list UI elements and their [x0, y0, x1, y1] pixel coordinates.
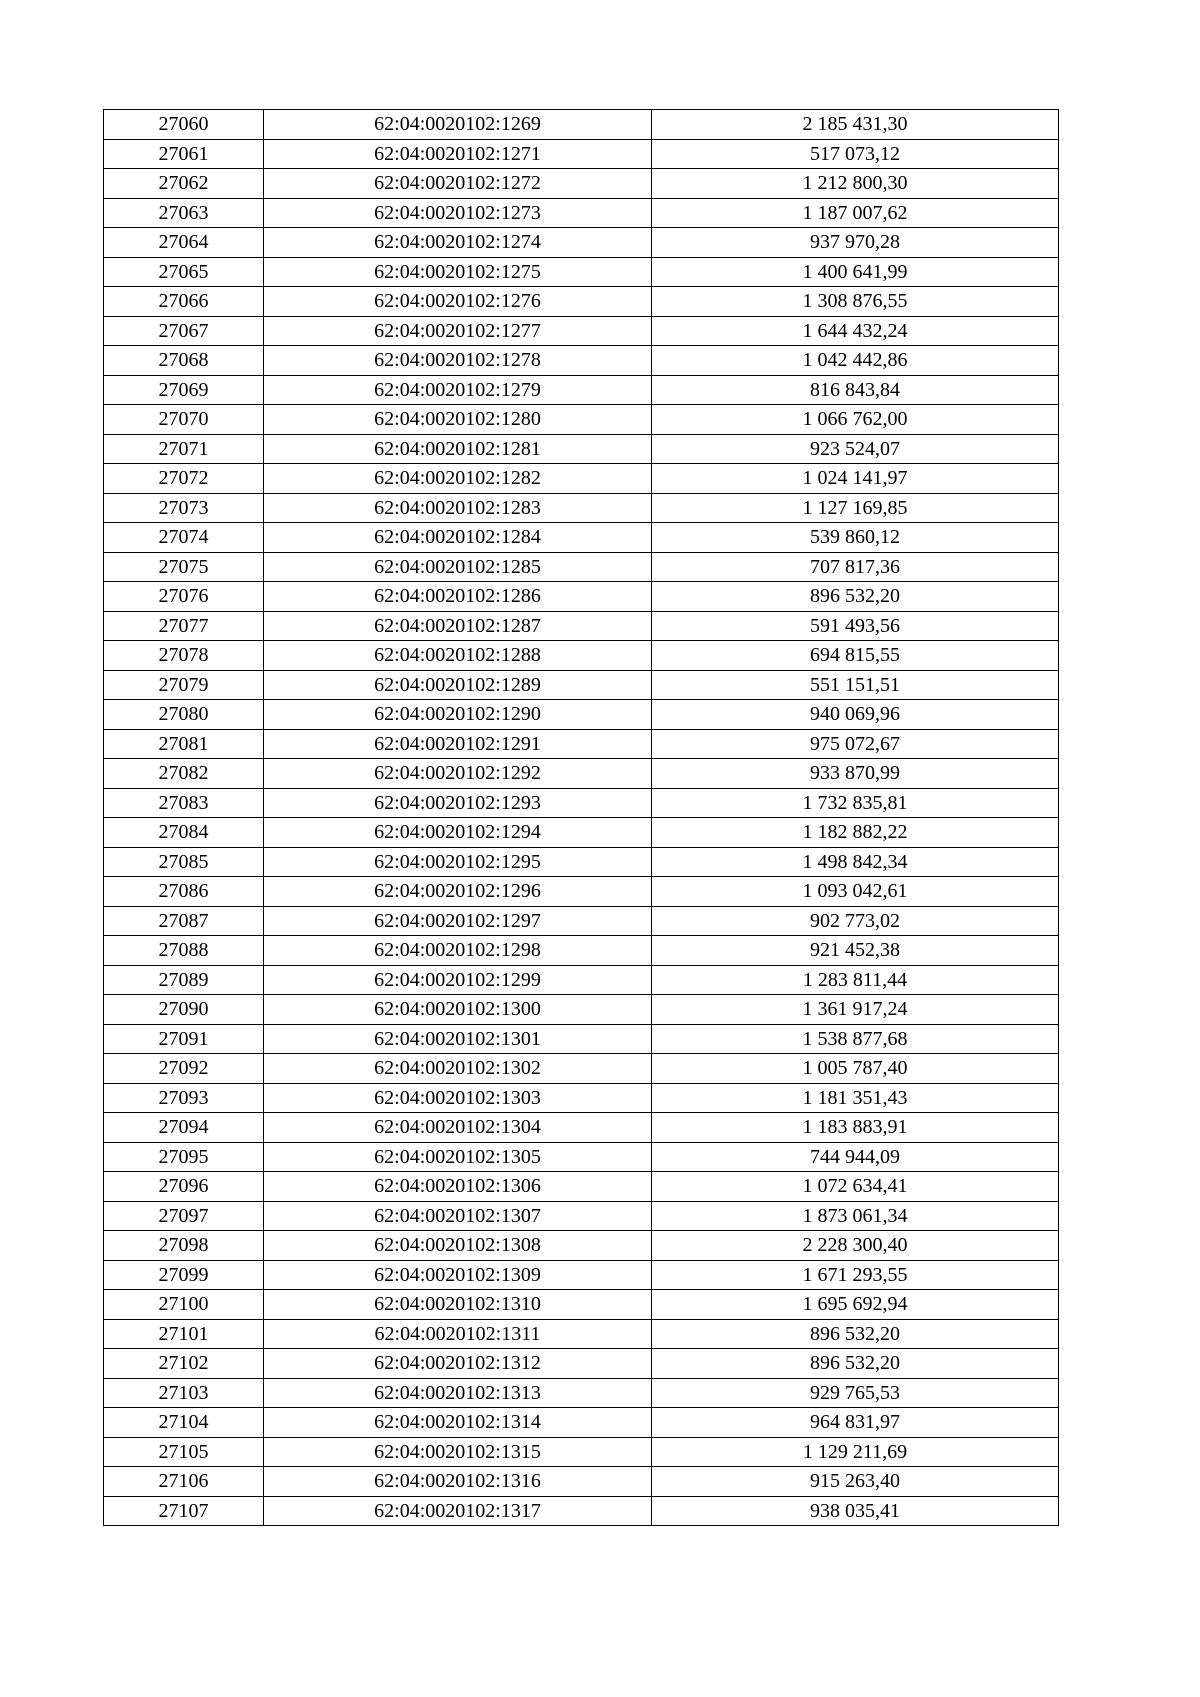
- cadastral-value-cell: 1 129 211,69: [652, 1437, 1059, 1467]
- cadastral-number-cell: 62:04:0020102:1296: [264, 877, 652, 907]
- cadastral-value-cell: 1 042 442,86: [652, 346, 1059, 376]
- table-row: [104, 936, 1059, 966]
- row-number-cell: 27077: [104, 611, 264, 641]
- cadastral-value-cell: 1 066 762,00: [652, 405, 1059, 435]
- cadastral-number-cell: 62:04:0020102:1272: [264, 169, 652, 199]
- cadastral-value-cell: 1 400 641,99: [652, 257, 1059, 287]
- table-row: [104, 493, 1059, 523]
- row-number-cell: 27071: [104, 434, 264, 464]
- cadastral-number-cell: 62:04:0020102:1313: [264, 1378, 652, 1408]
- table-row: [104, 788, 1059, 818]
- row-number-cell: 27099: [104, 1260, 264, 1290]
- cadastral-number-cell: 62:04:0020102:1302: [264, 1054, 652, 1084]
- cadastral-number-cell: 62:04:0020102:1311: [264, 1319, 652, 1349]
- cadastral-number-cell: 62:04:0020102:1286: [264, 582, 652, 612]
- cadastral-value-cell: 1 538 877,68: [652, 1024, 1059, 1054]
- cadastral-number-cell: 62:04:0020102:1301: [264, 1024, 652, 1054]
- row-number-cell: 27080: [104, 700, 264, 730]
- row-number-cell: 27075: [104, 552, 264, 582]
- cadastral-value-cell: 921 452,38: [652, 936, 1059, 966]
- table-row: [104, 405, 1059, 435]
- row-number-cell: 27073: [104, 493, 264, 523]
- table-row: [104, 287, 1059, 317]
- table-row: [104, 198, 1059, 228]
- cadastral-value-cell: 940 069,96: [652, 700, 1059, 730]
- row-number-cell: 27083: [104, 788, 264, 818]
- row-number-cell: 27104: [104, 1408, 264, 1438]
- table-body: [104, 110, 1059, 1526]
- cadastral-value-cell: 1 093 042,61: [652, 877, 1059, 907]
- table-row: [104, 641, 1059, 671]
- row-number-cell: 27078: [104, 641, 264, 671]
- row-number-cell: 27066: [104, 287, 264, 317]
- cadastral-number-cell: 62:04:0020102:1314: [264, 1408, 652, 1438]
- cadastral-number-cell: 62:04:0020102:1298: [264, 936, 652, 966]
- table-row: [104, 906, 1059, 936]
- cadastral-number-cell: 62:04:0020102:1299: [264, 965, 652, 995]
- cadastral-value-table: [103, 109, 1059, 1526]
- table-row: [104, 228, 1059, 258]
- cadastral-number-cell: 62:04:0020102:1281: [264, 434, 652, 464]
- table-row: [104, 1201, 1059, 1231]
- table-row: [104, 110, 1059, 140]
- cadastral-value-cell: 1 671 293,55: [652, 1260, 1059, 1290]
- table-row: [104, 1408, 1059, 1438]
- cadastral-number-cell: 62:04:0020102:1269: [264, 110, 652, 140]
- table-row: [104, 670, 1059, 700]
- row-number-cell: 27105: [104, 1437, 264, 1467]
- cadastral-number-cell: 62:04:0020102:1316: [264, 1467, 652, 1497]
- cadastral-value-cell: 1 873 061,34: [652, 1201, 1059, 1231]
- table-row: [104, 1142, 1059, 1172]
- table-row: [104, 1467, 1059, 1497]
- row-number-cell: 27094: [104, 1113, 264, 1143]
- table-row: [104, 316, 1059, 346]
- cadastral-number-cell: 62:04:0020102:1280: [264, 405, 652, 435]
- row-number-cell: 27087: [104, 906, 264, 936]
- row-number-cell: 27070: [104, 405, 264, 435]
- table-row: [104, 464, 1059, 494]
- table-row: [104, 1437, 1059, 1467]
- cadastral-number-cell: 62:04:0020102:1288: [264, 641, 652, 671]
- table-row: [104, 139, 1059, 169]
- cadastral-number-cell: 62:04:0020102:1312: [264, 1349, 652, 1379]
- cadastral-number-cell: 62:04:0020102:1275: [264, 257, 652, 287]
- cadastral-number-cell: 62:04:0020102:1295: [264, 847, 652, 877]
- cadastral-number-cell: 62:04:0020102:1289: [264, 670, 652, 700]
- cadastral-value-cell: 1 283 811,44: [652, 965, 1059, 995]
- row-number-cell: 27101: [104, 1319, 264, 1349]
- table-row: [104, 257, 1059, 287]
- row-number-cell: 27072: [104, 464, 264, 494]
- cadastral-value-cell: 964 831,97: [652, 1408, 1059, 1438]
- row-number-cell: 27090: [104, 995, 264, 1025]
- row-number-cell: 27063: [104, 198, 264, 228]
- cadastral-number-cell: 62:04:0020102:1290: [264, 700, 652, 730]
- table-row: [104, 1349, 1059, 1379]
- row-number-cell: 27095: [104, 1142, 264, 1172]
- cadastral-value-cell: 1 308 876,55: [652, 287, 1059, 317]
- row-number-cell: 27061: [104, 139, 264, 169]
- table-row: [104, 759, 1059, 789]
- cadastral-number-cell: 62:04:0020102:1274: [264, 228, 652, 258]
- row-number-cell: 27093: [104, 1083, 264, 1113]
- table-row: [104, 582, 1059, 612]
- row-number-cell: 27064: [104, 228, 264, 258]
- row-number-cell: 27074: [104, 523, 264, 553]
- table-row: [104, 729, 1059, 759]
- row-number-cell: 27069: [104, 375, 264, 405]
- table-row: [104, 995, 1059, 1025]
- cadastral-number-cell: 62:04:0020102:1287: [264, 611, 652, 641]
- table-row: [104, 1378, 1059, 1408]
- cadastral-value-cell: 896 532,20: [652, 1349, 1059, 1379]
- table-row: [104, 169, 1059, 199]
- cadastral-number-cell: 62:04:0020102:1273: [264, 198, 652, 228]
- cadastral-value-cell: 2 185 431,30: [652, 110, 1059, 140]
- table-row: [104, 1054, 1059, 1084]
- table-row: [104, 847, 1059, 877]
- table-row: [104, 346, 1059, 376]
- cadastral-value-cell: 744 944,09: [652, 1142, 1059, 1172]
- cadastral-number-cell: 62:04:0020102:1304: [264, 1113, 652, 1143]
- row-number-cell: 27092: [104, 1054, 264, 1084]
- row-number-cell: 27081: [104, 729, 264, 759]
- row-number-cell: 27088: [104, 936, 264, 966]
- cadastral-value-cell: 1 183 883,91: [652, 1113, 1059, 1143]
- cadastral-value-cell: 896 532,20: [652, 1319, 1059, 1349]
- cadastral-value-cell: 1 732 835,81: [652, 788, 1059, 818]
- table-row: [104, 375, 1059, 405]
- row-number-cell: 27102: [104, 1349, 264, 1379]
- cadastral-value-cell: 975 072,67: [652, 729, 1059, 759]
- row-number-cell: 27079: [104, 670, 264, 700]
- cadastral-number-cell: 62:04:0020102:1308: [264, 1231, 652, 1261]
- cadastral-value-cell: 1 212 800,30: [652, 169, 1059, 199]
- cadastral-value-cell: 591 493,56: [652, 611, 1059, 641]
- cadastral-number-cell: 62:04:0020102:1317: [264, 1496, 652, 1526]
- cadastral-number-cell: 62:04:0020102:1303: [264, 1083, 652, 1113]
- row-number-cell: 27084: [104, 818, 264, 848]
- cadastral-value-cell: 1 182 882,22: [652, 818, 1059, 848]
- cadastral-value-cell: 1 361 917,24: [652, 995, 1059, 1025]
- cadastral-value-cell: 937 970,28: [652, 228, 1059, 258]
- cadastral-number-cell: 62:04:0020102:1310: [264, 1290, 652, 1320]
- row-number-cell: 27068: [104, 346, 264, 376]
- table-row: [104, 1290, 1059, 1320]
- cadastral-value-cell: 933 870,99: [652, 759, 1059, 789]
- cadastral-value-cell: 1 127 169,85: [652, 493, 1059, 523]
- table-row: [104, 1113, 1059, 1143]
- cadastral-number-cell: 62:04:0020102:1283: [264, 493, 652, 523]
- cadastral-number-cell: 62:04:0020102:1291: [264, 729, 652, 759]
- cadastral-number-cell: 62:04:0020102:1285: [264, 552, 652, 582]
- cadastral-value-cell: 923 524,07: [652, 434, 1059, 464]
- table-row: [104, 1319, 1059, 1349]
- cadastral-number-cell: 62:04:0020102:1306: [264, 1172, 652, 1202]
- cadastral-number-cell: 62:04:0020102:1309: [264, 1260, 652, 1290]
- cadastral-number-cell: 62:04:0020102:1276: [264, 287, 652, 317]
- cadastral-value-cell: 1 005 787,40: [652, 1054, 1059, 1084]
- row-number-cell: 27098: [104, 1231, 264, 1261]
- table-row: [104, 877, 1059, 907]
- cadastral-value-cell: 1 695 692,94: [652, 1290, 1059, 1320]
- cadastral-number-cell: 62:04:0020102:1293: [264, 788, 652, 818]
- table-row: [104, 523, 1059, 553]
- row-number-cell: 27107: [104, 1496, 264, 1526]
- table-row: [104, 611, 1059, 641]
- table-row: [104, 434, 1059, 464]
- table-row: [104, 1024, 1059, 1054]
- cadastral-value-cell: 694 815,55: [652, 641, 1059, 671]
- cadastral-value-cell: 896 532,20: [652, 582, 1059, 612]
- table-row: [104, 1260, 1059, 1290]
- cadastral-number-cell: 62:04:0020102:1305: [264, 1142, 652, 1172]
- cadastral-value-cell: 707 817,36: [652, 552, 1059, 582]
- table-row: [104, 552, 1059, 582]
- table-row: [104, 965, 1059, 995]
- row-number-cell: 27067: [104, 316, 264, 346]
- cadastral-number-cell: 62:04:0020102:1271: [264, 139, 652, 169]
- cadastral-value-cell: 1 024 141,97: [652, 464, 1059, 494]
- cadastral-number-cell: 62:04:0020102:1300: [264, 995, 652, 1025]
- cadastral-value-cell: 902 773,02: [652, 906, 1059, 936]
- cadastral-number-cell: 62:04:0020102:1282: [264, 464, 652, 494]
- cadastral-value-cell: 816 843,84: [652, 375, 1059, 405]
- table-row: [104, 1083, 1059, 1113]
- row-number-cell: 27096: [104, 1172, 264, 1202]
- row-number-cell: 27103: [104, 1378, 264, 1408]
- cadastral-number-cell: 62:04:0020102:1297: [264, 906, 652, 936]
- cadastral-value-cell: 517 073,12: [652, 139, 1059, 169]
- cadastral-value-cell: 1 187 007,62: [652, 198, 1059, 228]
- cadastral-value-cell: 1 072 634,41: [652, 1172, 1059, 1202]
- cadastral-value-cell: 1 181 351,43: [652, 1083, 1059, 1113]
- table-row: [104, 818, 1059, 848]
- row-number-cell: 27060: [104, 110, 264, 140]
- cadastral-value-cell: 1 644 432,24: [652, 316, 1059, 346]
- row-number-cell: 27082: [104, 759, 264, 789]
- table-row: [104, 700, 1059, 730]
- row-number-cell: 27065: [104, 257, 264, 287]
- table-row: [104, 1172, 1059, 1202]
- row-number-cell: 27076: [104, 582, 264, 612]
- cadastral-value-cell: 929 765,53: [652, 1378, 1059, 1408]
- cadastral-value-cell: 551 151,51: [652, 670, 1059, 700]
- cadastral-number-cell: 62:04:0020102:1284: [264, 523, 652, 553]
- cadastral-value-cell: 1 498 842,34: [652, 847, 1059, 877]
- row-number-cell: 27089: [104, 965, 264, 995]
- cadastral-number-cell: 62:04:0020102:1315: [264, 1437, 652, 1467]
- cadastral-number-cell: 62:04:0020102:1278: [264, 346, 652, 376]
- cadastral-number-cell: 62:04:0020102:1277: [264, 316, 652, 346]
- cadastral-value-cell: 2 228 300,40: [652, 1231, 1059, 1261]
- cadastral-value-cell: 938 035,41: [652, 1496, 1059, 1526]
- row-number-cell: 27086: [104, 877, 264, 907]
- row-number-cell: 27062: [104, 169, 264, 199]
- table-row: [104, 1231, 1059, 1261]
- row-number-cell: 27100: [104, 1290, 264, 1320]
- row-number-cell: 27097: [104, 1201, 264, 1231]
- cadastral-number-cell: 62:04:0020102:1294: [264, 818, 652, 848]
- row-number-cell: 27091: [104, 1024, 264, 1054]
- cadastral-value-cell: 915 263,40: [652, 1467, 1059, 1497]
- row-number-cell: 27106: [104, 1467, 264, 1497]
- cadastral-number-cell: 62:04:0020102:1292: [264, 759, 652, 789]
- cadastral-number-cell: 62:04:0020102:1279: [264, 375, 652, 405]
- cadastral-value-cell: 539 860,12: [652, 523, 1059, 553]
- cadastral-number-cell: 62:04:0020102:1307: [264, 1201, 652, 1231]
- table-row: [104, 1496, 1059, 1526]
- row-number-cell: 27085: [104, 847, 264, 877]
